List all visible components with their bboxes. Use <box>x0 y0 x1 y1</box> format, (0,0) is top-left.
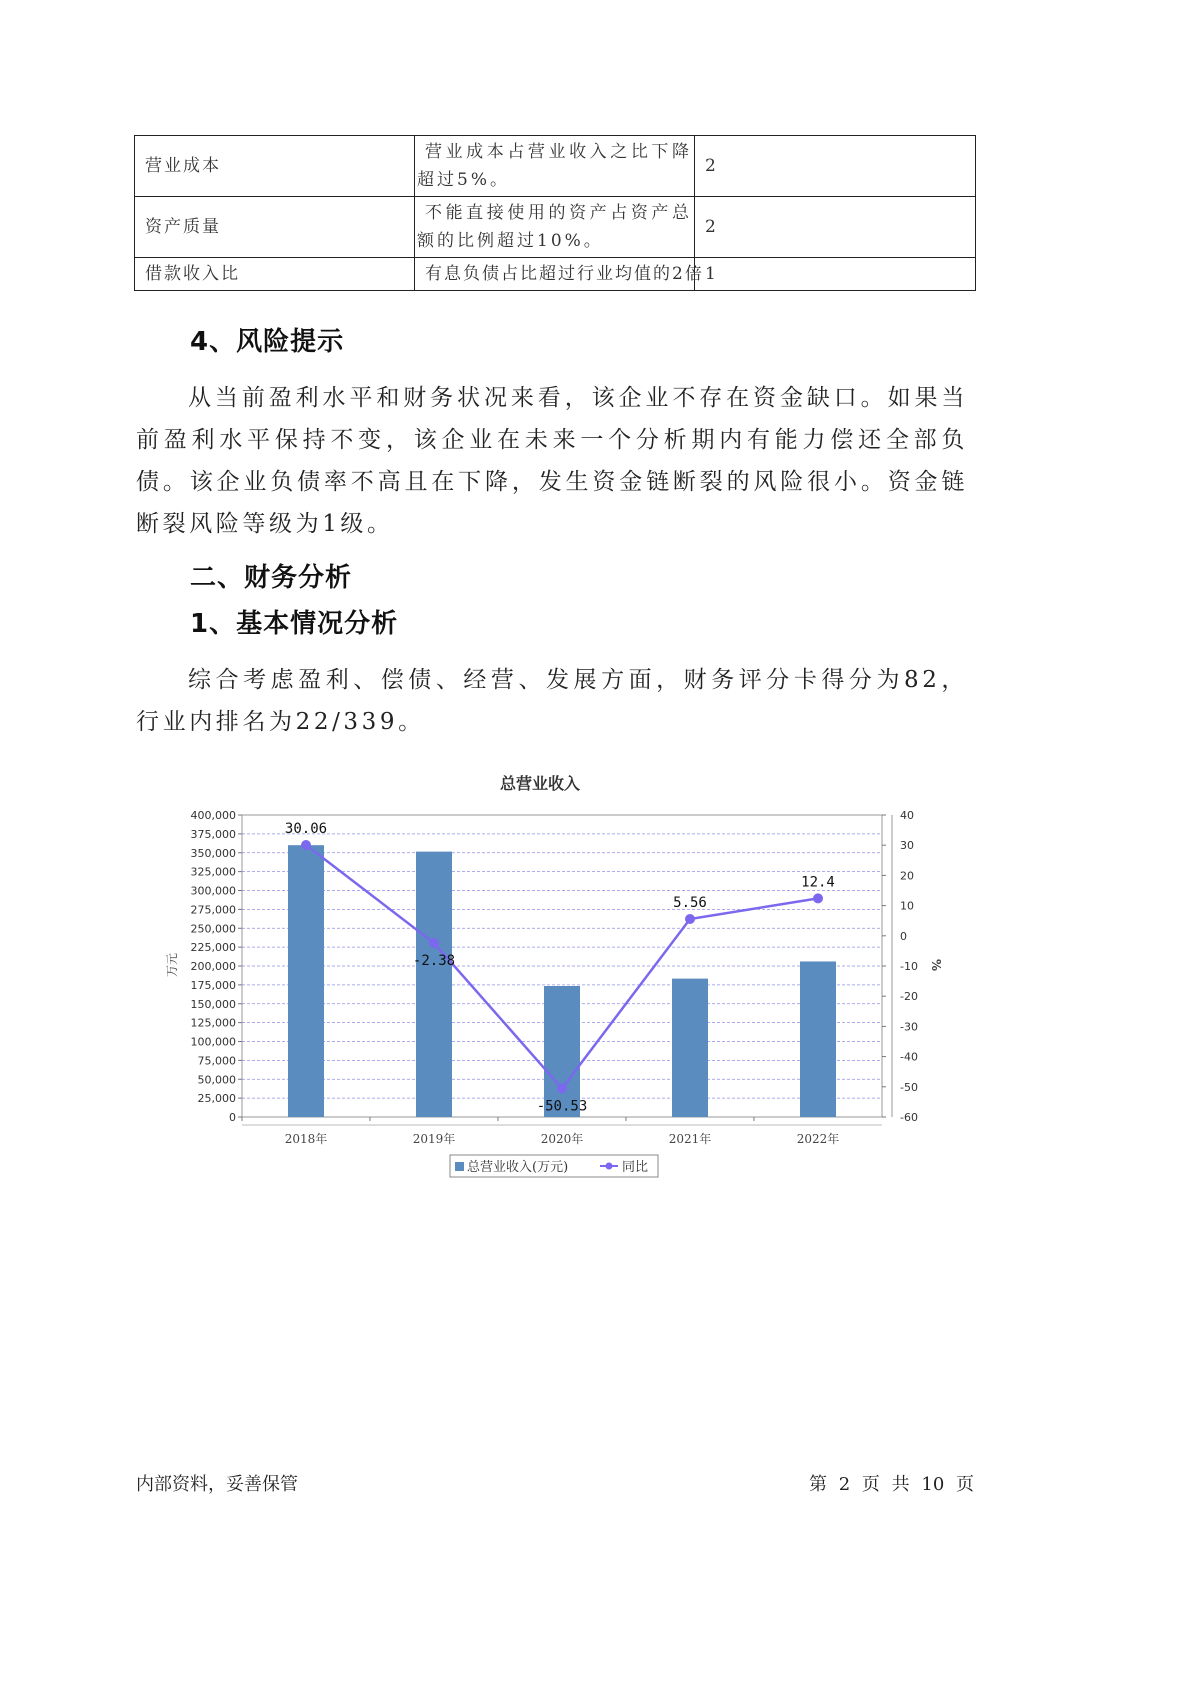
y-right-tick-label: -20 <box>900 990 918 1004</box>
chart-legend <box>450 1155 658 1177</box>
table-cell-condition: 不能直接使用的资产占资产总额的比例超过10%。 <box>415 197 695 258</box>
legend-bar-swatch <box>455 1162 464 1171</box>
table-cell-score: 2 <box>695 136 976 197</box>
table-cell-item: 借款收入比 <box>135 258 415 291</box>
bar <box>288 845 324 1117</box>
y-tick-label: 250,000 <box>190 922 236 936</box>
basic-analysis-paragraph: 综合考虑盈利、偿债、经营、发展方面，财务评分卡得分为82，行业内排名为22/339。 <box>136 667 968 735</box>
y-right-tick-label: -60 <box>900 1111 918 1124</box>
x-tick-label: 2018年 <box>284 1132 328 1146</box>
y-tick-label: 100,000 <box>190 1035 236 1049</box>
yoy-point <box>685 914 695 924</box>
bar <box>800 961 836 1117</box>
x-tick-label: 2020年 <box>540 1132 584 1146</box>
y-tick-label: 25,000 <box>197 1092 236 1106</box>
legend-line-label: 同比 <box>622 1160 649 1175</box>
y-right-tick-label: 0 <box>900 929 907 943</box>
footer-confidential: 内部资料，妥善保管 <box>136 1474 298 1495</box>
footer-page-number: 第 2 页 共 10 页 <box>809 1474 974 1495</box>
y-axis-right-label: % <box>929 958 943 972</box>
table-cell-condition: 有息负债占比超过行业均值的2倍 <box>415 258 695 291</box>
yoy-point <box>301 840 311 850</box>
y-tick-label: 375,000 <box>190 827 236 841</box>
y-tick-label: 300,000 <box>190 884 236 898</box>
yoy-data-label: -50.53 <box>536 1098 588 1115</box>
table-cell-item: 营业成本 <box>135 136 415 197</box>
basic-analysis-heading: 1、基本情况分析 <box>190 609 399 639</box>
table-cell-score: 1 <box>695 258 976 291</box>
revenue-chart-svg <box>160 765 943 1185</box>
x-tick-label: 2022年 <box>796 1132 840 1146</box>
finance-heading: 二、财务分析 <box>190 563 353 593</box>
yoy-point <box>813 893 823 903</box>
legend-bar-label: 总营业收入(万元) <box>467 1160 569 1175</box>
yoy-point <box>557 1083 567 1093</box>
y-right-tick-label: -40 <box>900 1050 918 1064</box>
y-axis-label: 万元 <box>165 952 179 978</box>
y-right-tick-label: 40 <box>900 809 914 822</box>
yoy-data-label: 5.56 <box>673 895 707 912</box>
y-tick-label: 0 <box>229 1111 236 1124</box>
yoy-data-label: 30.06 <box>284 821 328 838</box>
y-right-tick-label: -50 <box>900 1080 918 1094</box>
table-row <box>135 136 976 197</box>
y-tick-label: 350,000 <box>190 846 236 860</box>
table-cell-score: 2 <box>695 197 976 258</box>
y-tick-label: 200,000 <box>190 960 236 973</box>
y-tick-label: 75,000 <box>197 1054 236 1068</box>
yoy-point <box>429 938 439 948</box>
y-tick-label: 275,000 <box>190 903 236 917</box>
bar <box>416 852 452 1117</box>
rules-table <box>134 135 976 291</box>
risk-heading: 4、风险提示 <box>190 327 345 357</box>
bar <box>544 986 580 1117</box>
y-right-tick-label: 30 <box>900 839 914 853</box>
x-tick-label: 2021年 <box>668 1132 712 1146</box>
table-row <box>135 197 976 258</box>
y-tick-label: 225,000 <box>190 941 236 955</box>
table-cell-condition: 营业成本占营业收入之比下降超过5%。 <box>415 136 695 197</box>
x-tick-label: 2019年 <box>412 1132 456 1146</box>
y-tick-label: 400,000 <box>190 809 236 822</box>
y-tick-label: 150,000 <box>190 997 236 1011</box>
legend-line-marker <box>606 1163 613 1170</box>
table-row <box>135 258 976 291</box>
y-tick-label: 175,000 <box>190 978 236 992</box>
y-right-tick-label: -10 <box>900 960 918 973</box>
y-tick-label: 50,000 <box>197 1073 236 1087</box>
chart-title: 总营业收入 <box>499 774 581 793</box>
yoy-data-label: -2.38 <box>412 952 456 969</box>
table-cell-item: 资产质量 <box>135 197 415 258</box>
risk-paragraph: 从当前盈利水平和财务状况来看，该企业不存在资金缺口。如果当前盈利水平保持不变，该企业在未来一个分析期内有能力偿还全部负债。该企业负债率不高且在下降，发生资金链断裂的风险很小。资金链断裂风险等级为1级。 <box>136 385 968 537</box>
y-right-tick-label: 10 <box>900 899 914 913</box>
yoy-data-label: 12.4 <box>801 874 835 891</box>
y-right-tick-label: -30 <box>900 1020 918 1034</box>
y-tick-label: 125,000 <box>190 1016 236 1030</box>
revenue-chart <box>160 765 943 1185</box>
y-right-tick-label: 20 <box>900 869 914 883</box>
bar <box>672 979 708 1117</box>
y-tick-label: 325,000 <box>190 865 236 879</box>
